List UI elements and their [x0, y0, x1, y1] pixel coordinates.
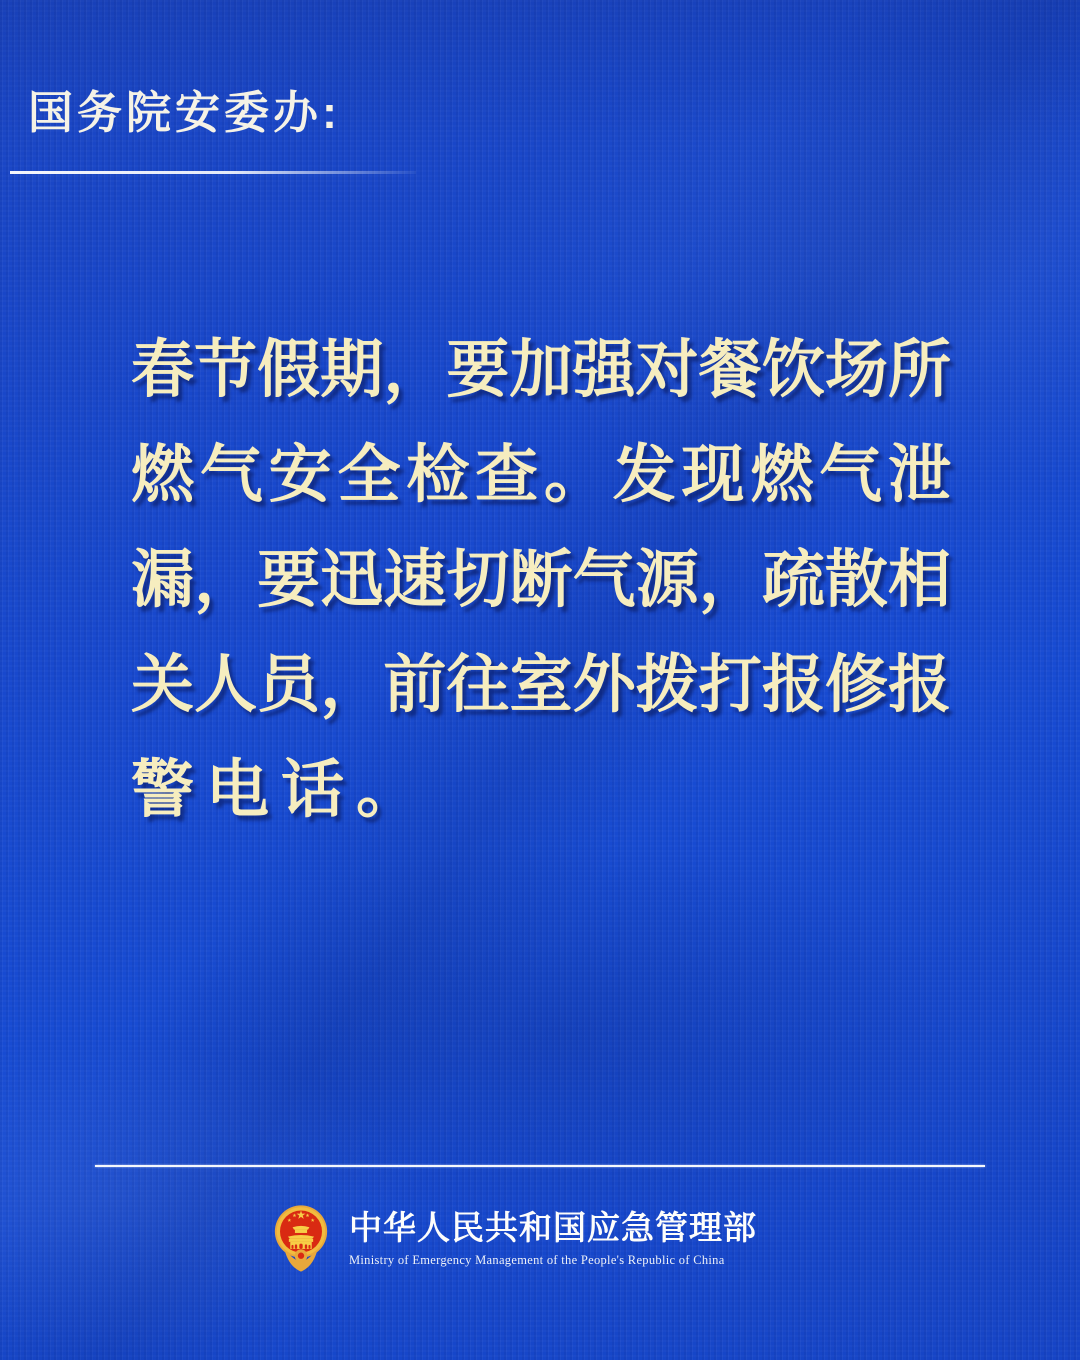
header-underline: [10, 171, 416, 174]
announcement-line: 漏，要迅速切断气源，疏散相: [131, 545, 951, 615]
footer: [0, 1202, 1055, 1274]
footer-org-name-en: Ministry of Emergency Management of the People's Republic of China: [349, 1252, 725, 1267]
footer-divider: [95, 1165, 985, 1167]
announcement-line: 关人员，前往室外拨打报修报: [131, 650, 951, 720]
announcement-line: 燃气安全检查。发现燃气泄: [131, 440, 951, 510]
header-title: 国务院安委办:: [28, 87, 341, 138]
footer-org-name-cn: 中华人民共和国应急管理部: [349, 1209, 757, 1247]
announcement-line: 警电话。: [131, 755, 431, 825]
announcement-text: [131, 318, 951, 843]
footer-org-names: [349, 1208, 757, 1268]
china-national-emblem-icon: [273, 1202, 329, 1274]
announcement-line: 春节假期，要加强对餐饮场所: [131, 335, 951, 405]
